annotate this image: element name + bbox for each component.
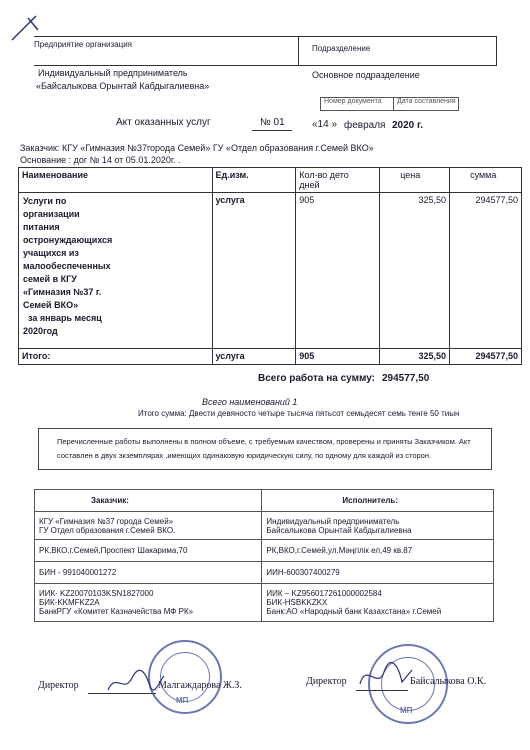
table-header-row [19,168,522,193]
customer-bank: БанкРГУ «Комитет Казначейства МФ РК» [39,607,194,616]
right-stamp-label: МП [400,706,413,715]
row-name-line: учащихся из [23,248,79,258]
services-table [18,167,522,365]
parties-header-row [35,490,494,512]
col-header-price: цена [380,168,450,193]
executor-bik: БИК-HSBKKZKX [266,598,328,607]
parties-table [34,489,494,622]
act-number-underline [252,130,292,131]
table-row [19,193,522,349]
executor-title: Исполнитель: [262,490,494,512]
executor-name-line-1: Индивидуальный предприниматель [266,516,400,526]
customer-name-line-1: КГУ «Гимназия №37 города Семей» [39,516,174,526]
header-divider-vertical [298,36,299,66]
customer-bank-cell [35,584,262,622]
act-year: 2020 г. [392,120,423,131]
total-qty-cell: 905 [296,349,380,365]
row-name-line: «Гимназия №37 г. [23,287,102,297]
left-signature-name: Малгаждарова Ж.З. [158,680,242,691]
col-header-name: Наименование [19,168,213,193]
row-price-cell: 325,50 [380,193,450,349]
row-name-line: организации [23,209,80,219]
act-day: «14 » [312,119,338,130]
statement-line-2: составлен в двух экземплярах ,имеющих одинаковую юридическую силу, по одному для каждой из сторон. [57,451,432,460]
dept-label: Подразделение [312,44,371,53]
right-signature-name: Байсалыкова О.К. [410,676,487,687]
left-signature-scribble [106,668,166,698]
parties-name-row [35,512,494,540]
parties-bank-row [35,584,494,622]
row-name-line: питания [23,222,60,232]
total-price-cell: 325,50 [380,349,450,365]
total-label-cell: Итого: [19,349,213,365]
act-number: № 01 [260,117,285,128]
customer-address: РК,ВКО,г.Семей,Проспект Шакарима,70 [35,540,262,562]
total-words: Итого сумма: Двести девяносто четыре тысяча пятьсот семьдесят семь тенге 50 тиын [138,409,460,418]
col-header-sum: сумма [450,168,522,193]
executor-iik: ИИК – KZ956017261000002584 [266,589,382,598]
act-title: Акт оказанных услуг [116,117,211,128]
left-signature-label: Директор [38,680,79,691]
row-name-line: малообеспеченных [23,261,111,271]
org-name-line-1: Индивидуальный предприниматель [38,68,188,78]
doc-date-label: Дата составления [397,98,456,105]
items-count: Всего наименований 1 [202,397,298,407]
header-right-line [496,36,497,66]
executor-name-cell [262,512,494,540]
row-unit-cell: услуга [212,193,296,349]
row-name-line: Услуги по [23,196,67,206]
dept-value: Основное подразделение [312,70,420,80]
statement-box [38,428,492,470]
executor-address: РК,ВКО,г.Семей,ул.Мәңгілік ел,49 кв.87 [262,540,494,562]
total-sum-cell: 294577,50 [450,349,522,365]
col-header-qty [296,168,380,193]
total-work-label: Всего работа на сумму: [258,373,376,384]
customer-iik: ИИК- KZ20070103KSN1827000 [39,589,154,598]
col-header-qty-label: Кол-во дето дней [299,170,349,190]
parties-bin-row [35,562,494,584]
corner-mark-icon [8,12,42,46]
customer-name-cell [35,512,262,540]
basis-line: Основание : дог № 14 от 05.01.2020г. . [20,155,181,165]
row-name-cell [19,193,213,349]
act-month: февраля [344,120,386,131]
left-stamp-inner-ring [160,652,210,702]
row-sum-cell: 294577,50 [450,193,522,349]
left-stamp-label: МП [176,696,189,705]
customer-bik: БИК-KKMFKZ2A [39,598,100,607]
row-name-line: за январь месяц [23,313,102,323]
customer-title: Заказчик: [35,490,262,512]
row-name-line: остронуждающихся [23,235,113,245]
doc-number-label: Номер документа [324,98,382,105]
row-name-line: Семей ВКО» [23,300,79,310]
parties-address-row [35,540,494,562]
header-top-line [34,36,496,37]
customer-name-line-2: ГУ Отдел образования г.Семей ВКО. [39,525,176,535]
row-name-line: семей в КГУ [23,274,77,284]
header-bottom-line [34,65,496,66]
executor-bank-cell [262,584,494,622]
col-header-unit: Ед.изм. [212,168,296,193]
executor-name-line-2: Байсалыкова Орынтай Кабдыгалиевна [266,525,412,535]
right-signature-scribble [356,660,416,694]
customer-line: Заказчик: КГУ «Гимназия №37города Семей» ГУ «Отдел образования г.Семей ВКО» [20,143,374,153]
total-unit-cell: услуга [212,349,296,365]
statement-line-1: Перечисленные работы выполнены в полном объеме, с требуемым качеством, проверены и приняты Заказчиком. Акт [57,437,471,446]
executor-iin: ИИН-600307400279 [262,562,494,584]
doc-number-box [320,97,394,111]
customer-bin: БИН - 991040001272 [35,562,262,584]
total-work-value: 294577,50 [382,373,430,384]
row-name-line: 2020год [23,326,58,336]
org-name-line-2: «Байсалыкова Орынтай Кабдыгалиевна» [36,81,210,91]
org-label: Предприятие организация [34,40,133,49]
table-total-row [19,349,522,365]
executor-bank: Банк:АО «Народный банк Казахстана» г.Семей [266,607,442,616]
row-qty-cell: 905 [296,193,380,349]
doc-date-box [393,97,459,111]
right-signature-label: Директор [306,676,347,687]
